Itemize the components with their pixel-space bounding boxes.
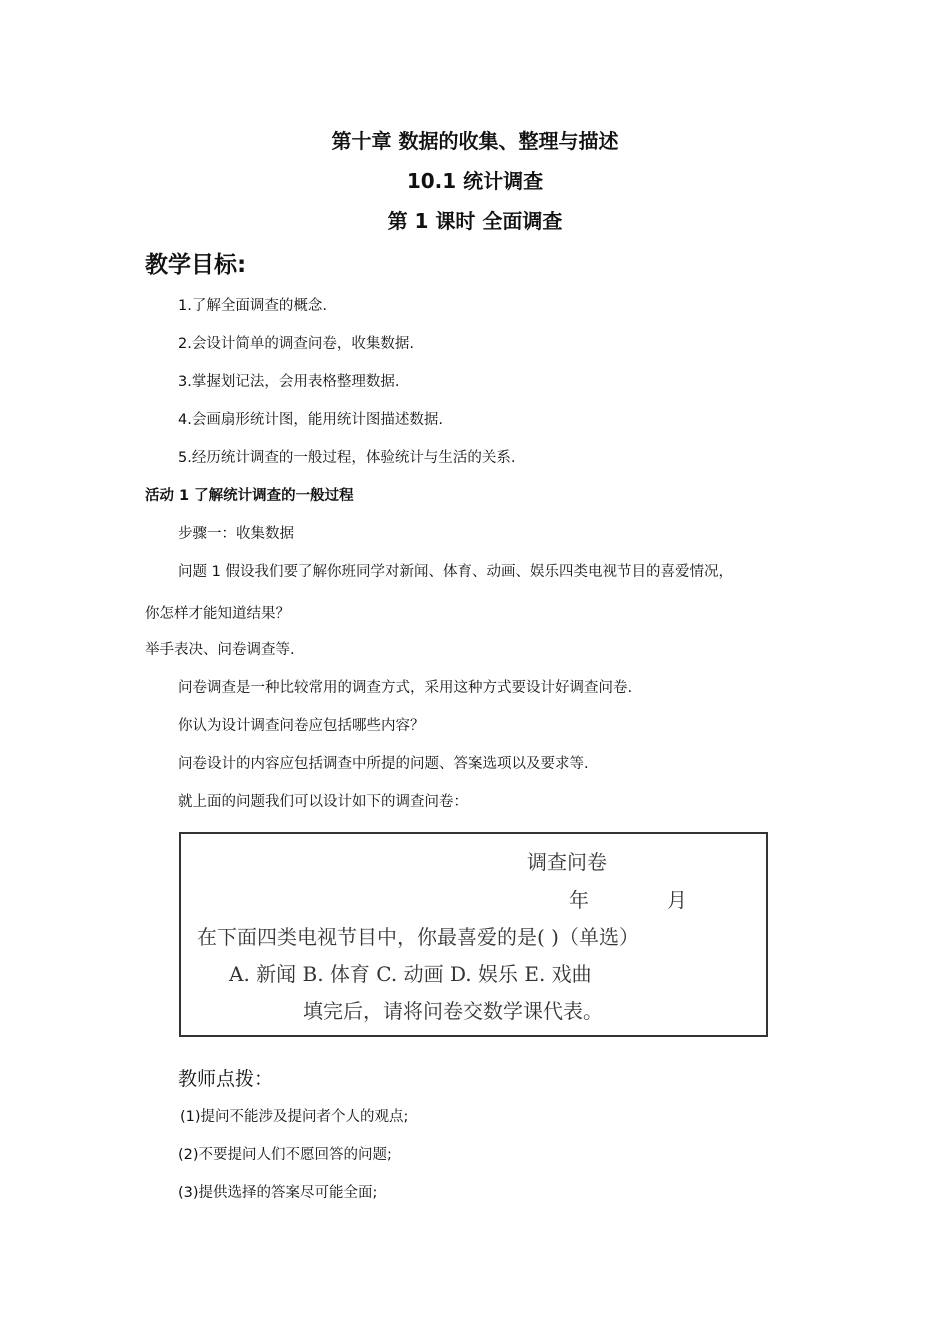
survey-question: 在下面四类电视节目中，你最喜爱的是( )（单选） bbox=[197, 925, 639, 949]
objective-item: 5.经历统计调查的一般过程，体验统计与生活的关系. bbox=[178, 450, 516, 466]
activity-heading: 活动 1 了解统计调查的一般过程 bbox=[145, 488, 354, 504]
lesson-title: 第 1 课时 全面调查 bbox=[387, 209, 563, 233]
survey-questionnaire-figure bbox=[179, 832, 768, 1037]
objective-item: 1.了解全面调查的概念. bbox=[178, 298, 327, 314]
survey-month-label: 月 bbox=[667, 888, 687, 912]
objectives-heading: 教学目标: bbox=[145, 252, 247, 278]
body-paragraph: 问卷调查是一种比较常用的调查方式，采用这种方式要设计好调查问卷. bbox=[178, 680, 633, 696]
teacher-tips-heading: 教师点拨： bbox=[178, 1068, 274, 1090]
objective-item: 2.会设计简单的调查问卷，收集数据. bbox=[178, 336, 414, 352]
question-text-continued: 你怎样才能知道结果？ bbox=[145, 606, 290, 622]
body-paragraph: 问卷设计的内容应包括调查中所提的问题、答案选项以及要求等. bbox=[178, 756, 589, 772]
teacher-tip-item: (1)提问不能涉及提问者个人的观点; bbox=[180, 1109, 409, 1125]
survey-footer: 填完后，请将问卷交数学课代表。 bbox=[303, 999, 603, 1023]
chapter-title: 第十章 数据的收集、整理与描述 bbox=[331, 129, 619, 153]
step-label: 步骤一：收集数据 bbox=[178, 526, 294, 542]
answer-text: 举手表决、问卷调查等. bbox=[145, 642, 295, 658]
question-text: 问题 1 假设我们要了解你班同学对新闻、体育、动画、娱乐四类电视节目的喜爱情况， bbox=[178, 564, 733, 580]
body-paragraph: 你认为设计调查问卷应包括哪些内容？ bbox=[178, 718, 425, 734]
survey-year-label: 年 bbox=[569, 888, 589, 912]
survey-title: 调查问卷 bbox=[527, 850, 607, 874]
survey-options: A. 新闻 B. 体育 C. 动画 D. 娱乐 E. 戏曲 bbox=[229, 962, 592, 986]
teacher-tip-item: (3)提供选择的答案尽可能全面; bbox=[178, 1185, 378, 1201]
objective-item: 4.会画扇形统计图，能用统计图描述数据. bbox=[178, 412, 443, 428]
section-title: 10.1 统计调查 bbox=[406, 169, 544, 193]
teacher-tip-item: (2)不要提问人们不愿回答的问题; bbox=[178, 1147, 392, 1163]
objective-item: 3.掌握划记法，会用表格整理数据. bbox=[178, 374, 400, 390]
body-paragraph: 就上面的问题我们可以设计如下的调查问卷： bbox=[178, 794, 468, 810]
